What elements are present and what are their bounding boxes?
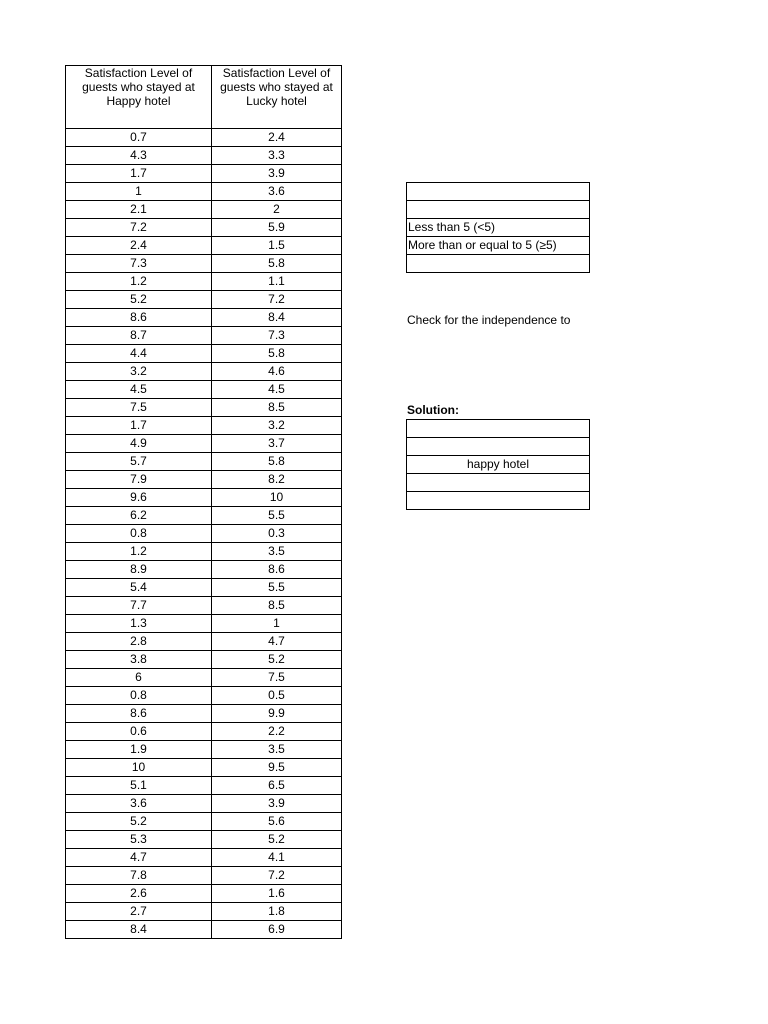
cell-lucky[interactable]: 6.5 — [212, 777, 342, 795]
categories-row — [407, 237, 590, 255]
cell-happy[interactable]: 9.6 — [66, 489, 212, 507]
cell-lucky[interactable]: 1.1 — [212, 273, 342, 291]
cell-lucky[interactable]: 4.7 — [212, 633, 342, 651]
cell-happy[interactable]: 2.6 — [66, 885, 212, 903]
table-row — [66, 345, 342, 363]
table-row — [66, 435, 342, 453]
header-happy-line-1: Satisfaction Level of — [84, 66, 193, 80]
cell-happy[interactable]: 0.8 — [66, 687, 212, 705]
cell-happy[interactable]: 8.9 — [66, 561, 212, 579]
cell-lucky[interactable]: 3.5 — [212, 543, 342, 561]
cell-happy[interactable]: 0.6 — [66, 723, 212, 741]
table-row — [66, 921, 342, 939]
categories-row — [407, 219, 590, 237]
cell-lucky[interactable]: 1.5 — [212, 237, 342, 255]
cell-happy[interactable]: 5.4 — [66, 579, 212, 597]
header-happy-hotel[interactable] — [66, 66, 212, 129]
cell-lucky[interactable]: 5.8 — [212, 453, 342, 471]
table-row — [66, 201, 342, 219]
cell-lucky[interactable]: 7.2 — [212, 867, 342, 885]
cell-lucky[interactable]: 4.5 — [212, 381, 342, 399]
table-row — [66, 759, 342, 777]
category-more-or-equal-5[interactable]: More than or equal to 5 (≥5) — [407, 237, 590, 255]
table-row — [66, 489, 342, 507]
cell-happy[interactable]: 5.2 — [66, 291, 212, 309]
solution-row — [407, 456, 590, 474]
table-row — [66, 633, 342, 651]
cell-happy[interactable]: 7.5 — [66, 399, 212, 417]
table-row — [66, 453, 342, 471]
cell-lucky[interactable]: 7.2 — [212, 291, 342, 309]
cell-happy[interactable]: 4.4 — [66, 345, 212, 363]
table-row — [66, 615, 342, 633]
cell-lucky[interactable]: 5.5 — [212, 579, 342, 597]
categories-table — [406, 182, 590, 273]
cell-lucky[interactable]: 3.9 — [212, 165, 342, 183]
table-row — [66, 183, 342, 201]
cell-happy[interactable]: 4.7 — [66, 849, 212, 867]
table-row — [66, 525, 342, 543]
cell-happy[interactable]: 3.8 — [66, 651, 212, 669]
cell-happy[interactable]: 1.2 — [66, 273, 212, 291]
cell-lucky[interactable]: 6.9 — [212, 921, 342, 939]
table-row — [66, 147, 342, 165]
cell-happy[interactable]: 2.1 — [66, 201, 212, 219]
solution-label: Solution: — [407, 403, 459, 417]
solution-table — [406, 419, 590, 510]
check-independence-text: Check for the independence to — [407, 313, 571, 327]
cell-happy[interactable]: 8.6 — [66, 309, 212, 327]
solution-happy-hotel-cell[interactable]: happy hotel — [407, 456, 590, 474]
cell-happy[interactable]: 1.9 — [66, 741, 212, 759]
cell-lucky[interactable]: 4.1 — [212, 849, 342, 867]
table-row — [66, 723, 342, 741]
table-row — [66, 255, 342, 273]
categories-cell[interactable] — [407, 183, 590, 201]
table-row — [66, 471, 342, 489]
table-body — [66, 129, 342, 939]
cell-happy[interactable]: 5.3 — [66, 831, 212, 849]
cell-happy[interactable]: 6.2 — [66, 507, 212, 525]
table-row — [66, 849, 342, 867]
table-row — [66, 417, 342, 435]
cell-lucky[interactable]: 5.2 — [212, 651, 342, 669]
solution-cell[interactable] — [407, 420, 590, 438]
table-row — [66, 327, 342, 345]
solution-cell[interactable] — [407, 474, 590, 492]
cell-happy[interactable]: 7.2 — [66, 219, 212, 237]
cell-lucky[interactable]: 5.8 — [212, 255, 342, 273]
cell-happy[interactable]: 8.7 — [66, 327, 212, 345]
cell-happy[interactable]: 2.8 — [66, 633, 212, 651]
cell-happy[interactable]: 4.3 — [66, 147, 212, 165]
cell-lucky[interactable]: 5.9 — [212, 219, 342, 237]
cell-lucky[interactable]: 5.2 — [212, 831, 342, 849]
cell-lucky[interactable]: 0.5 — [212, 687, 342, 705]
cell-lucky[interactable]: 3.5 — [212, 741, 342, 759]
cell-lucky[interactable]: 7.3 — [212, 327, 342, 345]
cell-happy[interactable]: 8.4 — [66, 921, 212, 939]
cell-happy[interactable]: 4.9 — [66, 435, 212, 453]
solution-row — [407, 420, 590, 438]
table-row — [66, 165, 342, 183]
table-row — [66, 543, 342, 561]
table-row — [66, 561, 342, 579]
cell-lucky[interactable]: 8.5 — [212, 597, 342, 615]
header-happy-line-3: Happy hotel — [106, 94, 171, 108]
table-row — [66, 813, 342, 831]
cell-happy[interactable]: 10 — [66, 759, 212, 777]
solution-cell[interactable] — [407, 438, 590, 456]
cell-happy[interactable]: 1.7 — [66, 417, 212, 435]
header-happy-line-2: guests who stayed at — [82, 80, 195, 94]
cell-lucky[interactable]: 3.2 — [212, 417, 342, 435]
cell-lucky[interactable]: 1 — [212, 615, 342, 633]
cell-happy[interactable]: 8.6 — [66, 705, 212, 723]
table-row — [66, 651, 342, 669]
table-row — [66, 237, 342, 255]
cell-happy[interactable]: 0.7 — [66, 129, 212, 147]
table-row — [66, 885, 342, 903]
table-row — [66, 507, 342, 525]
cell-happy[interactable]: 7.3 — [66, 255, 212, 273]
table-row — [66, 579, 342, 597]
categories-cell[interactable] — [407, 255, 590, 273]
cell-lucky[interactable]: 9.5 — [212, 759, 342, 777]
cell-lucky[interactable]: 8.5 — [212, 399, 342, 417]
cell-lucky[interactable]: 5.8 — [212, 345, 342, 363]
table-row — [66, 399, 342, 417]
cell-lucky[interactable]: 8.2 — [212, 471, 342, 489]
cell-lucky[interactable]: 2.2 — [212, 723, 342, 741]
header-lucky-line-2: guests who stayed at — [220, 80, 333, 94]
table-row — [66, 291, 342, 309]
header-lucky-line-1: Satisfaction Level of — [222, 66, 331, 80]
cell-lucky[interactable]: 3.9 — [212, 795, 342, 813]
cell-happy[interactable]: 0.8 — [66, 525, 212, 543]
solution-cell[interactable] — [407, 492, 590, 510]
table-row — [66, 867, 342, 885]
cell-lucky[interactable]: 5.6 — [212, 813, 342, 831]
cell-happy[interactable]: 1 — [66, 183, 212, 201]
cell-lucky[interactable]: 2 — [212, 201, 342, 219]
cell-lucky[interactable]: 10 — [212, 489, 342, 507]
table-row — [66, 669, 342, 687]
cell-happy[interactable]: 3.2 — [66, 363, 212, 381]
cell-lucky[interactable]: 0.3 — [212, 525, 342, 543]
categories-row — [407, 201, 590, 219]
cell-lucky[interactable]: 7.5 — [212, 669, 342, 687]
table-row — [66, 273, 342, 291]
table-row — [66, 741, 342, 759]
categories-row — [407, 183, 590, 201]
table-row — [66, 687, 342, 705]
cell-happy[interactable]: 4.5 — [66, 381, 212, 399]
cell-lucky[interactable]: 8.6 — [212, 561, 342, 579]
cell-happy[interactable]: 2.7 — [66, 903, 212, 921]
cell-lucky[interactable]: 3.3 — [212, 147, 342, 165]
solution-row — [407, 474, 590, 492]
cell-happy[interactable]: 3.6 — [66, 795, 212, 813]
table-row — [66, 381, 342, 399]
cell-lucky[interactable]: 3.6 — [212, 183, 342, 201]
cell-happy[interactable]: 7.8 — [66, 867, 212, 885]
cell-lucky[interactable]: 5.5 — [212, 507, 342, 525]
table-row — [66, 831, 342, 849]
table-row — [66, 309, 342, 327]
cell-lucky[interactable]: 2.4 — [212, 129, 342, 147]
cell-happy[interactable]: 7.9 — [66, 471, 212, 489]
table-row — [66, 903, 342, 921]
cell-lucky[interactable]: 8.4 — [212, 309, 342, 327]
cell-lucky[interactable]: 9.9 — [212, 705, 342, 723]
cell-happy[interactable]: 1.7 — [66, 165, 212, 183]
table-header-row — [66, 66, 342, 129]
cell-happy[interactable]: 6 — [66, 669, 212, 687]
solution-row — [407, 438, 590, 456]
cell-happy[interactable]: 1.3 — [66, 615, 212, 633]
header-lucky-line-3: Lucky hotel — [246, 94, 307, 108]
cell-happy[interactable]: 1.2 — [66, 543, 212, 561]
cell-happy[interactable]: 5.7 — [66, 453, 212, 471]
table-row — [66, 129, 342, 147]
cell-happy[interactable]: 2.4 — [66, 237, 212, 255]
cell-lucky[interactable]: 1.8 — [212, 903, 342, 921]
table-row — [66, 363, 342, 381]
table-row — [66, 219, 342, 237]
table-row — [66, 777, 342, 795]
cell-lucky[interactable]: 4.6 — [212, 363, 342, 381]
table-row — [66, 795, 342, 813]
table-row — [66, 705, 342, 723]
solution-row — [407, 492, 590, 510]
categories-row — [407, 255, 590, 273]
cell-lucky[interactable]: 3.7 — [212, 435, 342, 453]
categories-cell[interactable] — [407, 201, 590, 219]
cell-happy[interactable]: 5.2 — [66, 813, 212, 831]
header-lucky-hotel[interactable] — [212, 66, 342, 129]
cell-happy[interactable]: 7.7 — [66, 597, 212, 615]
cell-happy[interactable]: 5.1 — [66, 777, 212, 795]
category-less-than-5[interactable]: Less than 5 (<5) — [407, 219, 590, 237]
cell-lucky[interactable]: 1.6 — [212, 885, 342, 903]
table-row — [66, 597, 342, 615]
satisfaction-table — [65, 65, 342, 939]
